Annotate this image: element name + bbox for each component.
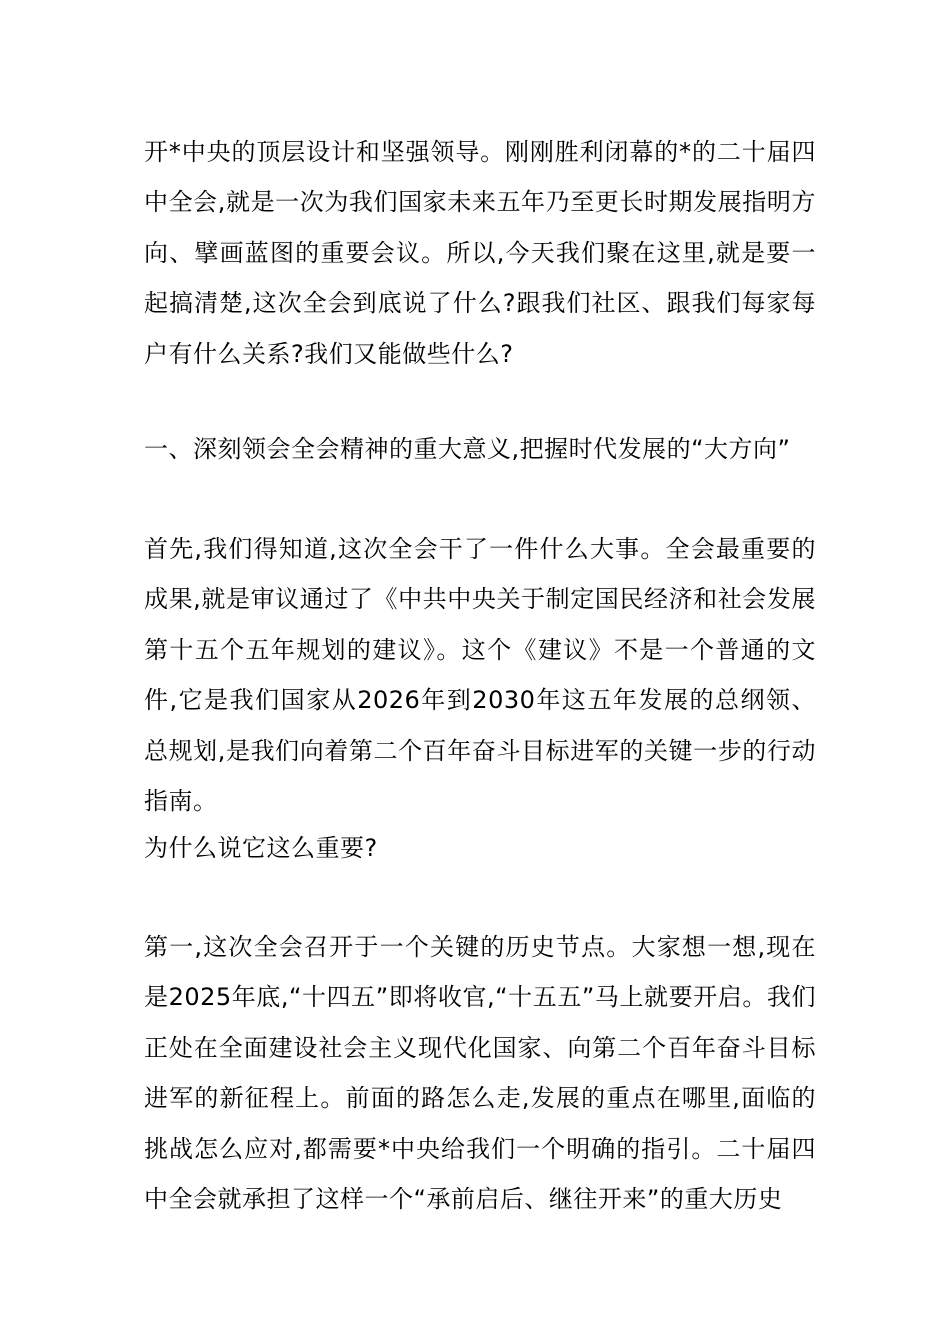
question-paragraph: 为什么说它这么重要? (144, 834, 378, 862)
body-paragraph: 开*中央的顶层设计和坚强领导。刚刚胜利闭幕的*的二十届四中全会,就是一次为我们国家未来五年乃至更长时期发展指明方向、擘画蓝图的重要会议。所以,今天我们聚在这里,就是要一起搞清楚,这次全会到底说了什么?跟我们社区、跟我们每家每户有什么关系?我们又能做些什么? (144, 138, 816, 368)
section-heading: 一、深刻领会全会精神的重大意义,把握时代发展的“大方向” (144, 435, 791, 463)
body-paragraph: 首先,我们得知道,这次全会干了一件什么大事。全会最重要的成果,就是审议通过了《中共中央关于制定国民经济和社会发展第十五个五年规划的建议》。这个《建议》不是一个普通的文件,它是我们国家从2026年到2030年这五年发展的总纲领、总规划,是我们向着第二个百年奋斗目标进军的关键一步的行动指南。 (144, 535, 816, 816)
body-paragraph: 第一,这次全会召开于一个关键的历史节点。大家想一想,现在是2025年底,“十四五”即将收官,“十五五”马上就要开启。我们正处在全面建设社会主义现代化国家、向第二个百年奋斗目标进军的新征程上。前面的路怎么走,发展的重点在哪里,面临的挑战怎么应对,都需要*中央给我们一个明确的指引。二十届四中全会就承担了这样一个“承前启后、继往开来”的重大历史 (144, 933, 816, 1214)
